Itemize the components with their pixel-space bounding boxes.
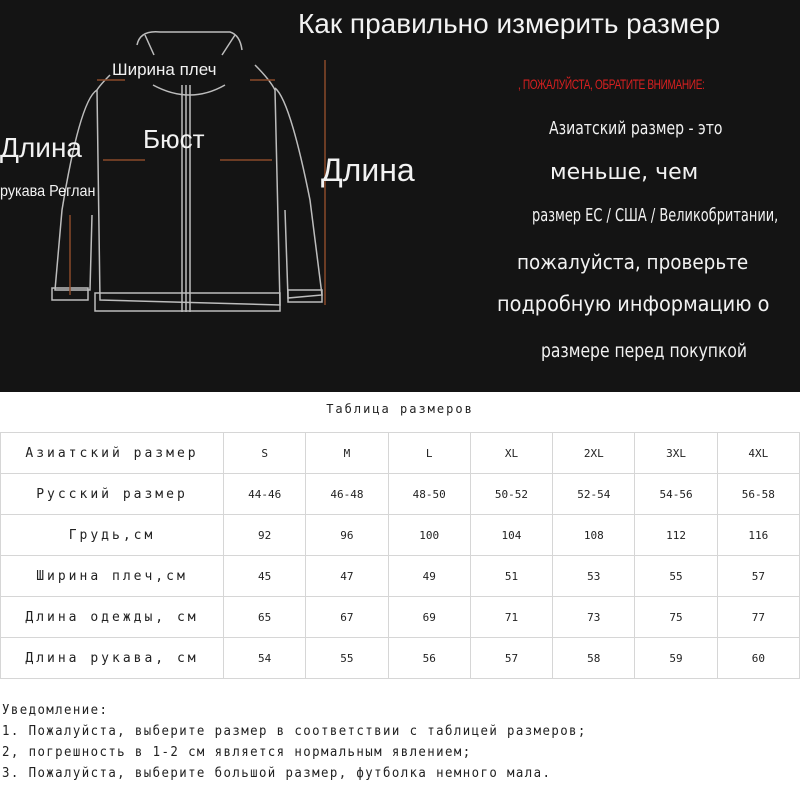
cell-value: 65 <box>258 610 272 624</box>
row-label: Длина одежды, см <box>1 597 224 638</box>
table-cell <box>717 597 799 638</box>
cell-value: 47 <box>340 569 354 583</box>
table-cell <box>717 474 799 515</box>
table-cell <box>717 638 799 679</box>
table-cell <box>470 556 552 597</box>
cell-value: 45 <box>258 569 272 583</box>
table-cell <box>717 515 799 556</box>
table-cell <box>306 515 388 556</box>
cell-value: 112 <box>666 528 686 542</box>
notice-line: размере перед покупкой <box>541 340 748 362</box>
cell-value: M <box>343 446 351 460</box>
shoulder-width-label: Ширина плеч <box>112 60 217 79</box>
cell-value: 53 <box>587 569 601 583</box>
table-cell <box>306 433 388 474</box>
table-cell <box>635 556 717 597</box>
row-label: Грудь,см <box>1 515 224 556</box>
cell-value: 108 <box>583 528 604 542</box>
cell-value: 60 <box>751 651 765 665</box>
row-label: Русский размер <box>1 474 224 515</box>
row-label: Длина рукава, см <box>1 638 224 679</box>
table-cell <box>224 638 306 679</box>
notice-line: меньше, чем <box>550 160 699 185</box>
body-length-label: Длина <box>321 152 415 188</box>
row-label: Азиатский размер <box>1 433 224 474</box>
table-cell <box>388 556 470 597</box>
table-cell <box>388 474 470 515</box>
cell-value: 52-54 <box>577 487 611 501</box>
table-cell <box>388 433 470 474</box>
attention-warning: , ПОЖАЛУЙСТА, ОБРАТИТЕ ВНИМАНИЕ: <box>518 76 705 92</box>
cell-value: 4XL <box>748 446 769 460</box>
notice-line: подробную информацию о <box>497 292 770 316</box>
cell-value: 54-56 <box>659 487 693 501</box>
table-cell <box>306 474 388 515</box>
raglan-sleeve-label: рукава Реглан <box>0 183 96 200</box>
cell-value: 49 <box>422 569 436 583</box>
cell-value: XL <box>504 446 519 460</box>
cell-value: 55 <box>669 569 683 583</box>
cell-value: 67 <box>340 610 354 624</box>
table-cell <box>306 638 388 679</box>
size-table-title: Таблица размеров <box>326 402 474 416</box>
cell-value: 100 <box>419 528 440 542</box>
table-row <box>1 474 800 515</box>
cell-value: 92 <box>258 528 272 542</box>
note-item: 3. Пожалуйста, выберите большой размер, футболка немного мала. <box>2 766 552 781</box>
table-cell <box>635 474 717 515</box>
cell-value: 59 <box>669 651 683 665</box>
notice-line: пожалуйста, проверьте <box>517 250 749 274</box>
table-row <box>1 638 800 679</box>
note-item: 1. Пожалуйста, выберите размер в соответствии с таблицей размеров; <box>2 724 587 739</box>
table-cell <box>224 474 306 515</box>
table-cell <box>553 556 635 597</box>
cell-value: 55 <box>340 651 354 665</box>
table-cell <box>388 638 470 679</box>
table-cell <box>553 474 635 515</box>
table-cell <box>224 433 306 474</box>
table-cell <box>470 597 552 638</box>
table-cell <box>224 597 306 638</box>
measurement-guide-banner <box>0 0 800 392</box>
table-cell <box>470 433 552 474</box>
cell-value: 57 <box>751 569 765 583</box>
cell-value: 56 <box>422 651 436 665</box>
table-cell <box>306 597 388 638</box>
table-cell <box>717 433 799 474</box>
cell-value: 46-48 <box>330 487 364 501</box>
table-row <box>1 556 800 597</box>
table-cell <box>717 556 799 597</box>
notice-line: Азиатский размер - это <box>549 118 723 139</box>
cell-value: L <box>425 446 433 460</box>
table-cell <box>388 597 470 638</box>
cell-value: 56-58 <box>741 487 775 501</box>
cell-value: 48-50 <box>412 487 446 501</box>
notes <box>2 700 587 784</box>
cell-value: 116 <box>748 528 769 542</box>
cell-value: 96 <box>340 528 354 542</box>
cell-value: 71 <box>504 610 519 624</box>
notes-heading: Уведомление: <box>2 703 109 718</box>
table-row <box>1 433 800 474</box>
cell-value: 54 <box>258 651 272 665</box>
cell-value: 50-52 <box>494 487 529 501</box>
cell-value: 69 <box>422 610 436 624</box>
table-row <box>1 515 800 556</box>
table-cell <box>470 474 552 515</box>
jacket-outline-illustration <box>0 0 800 392</box>
table-cell <box>553 638 635 679</box>
row-label: Ширина плеч,см <box>1 556 224 597</box>
table-cell <box>388 515 470 556</box>
cell-value: 104 <box>501 528 522 542</box>
guide-title: Как правильно измерить размер <box>298 8 721 39</box>
table-cell <box>470 515 552 556</box>
cell-value: 2XL <box>583 446 604 460</box>
table-cell <box>635 597 717 638</box>
cell-value: 77 <box>751 610 765 624</box>
cell-value: 73 <box>587 610 601 624</box>
table-cell <box>635 433 717 474</box>
note-item: 2, погрешность в 1-2 см является нормальным явлением; <box>2 745 472 760</box>
cell-value: 58 <box>587 651 601 665</box>
cell-value: 3XL <box>666 446 686 460</box>
table-cell <box>553 433 635 474</box>
table-cell <box>224 515 306 556</box>
table-cell <box>635 638 717 679</box>
table-cell <box>470 638 552 679</box>
cell-value: S <box>261 446 268 460</box>
table-row <box>1 597 800 638</box>
cell-value: 51 <box>504 569 519 583</box>
table-cell <box>224 556 306 597</box>
notice-line: размер ЕС / США / Великобритании, <box>532 205 779 226</box>
bust-label: Бюст <box>143 124 205 154</box>
table-cell <box>553 515 635 556</box>
table-cell <box>553 597 635 638</box>
table-cell <box>635 515 717 556</box>
cell-value: 75 <box>669 610 683 624</box>
size-table <box>0 432 800 679</box>
cell-value: 57 <box>504 651 519 665</box>
cell-value: 44-46 <box>248 487 282 501</box>
table-cell <box>306 556 388 597</box>
sleeve-length-label: Длина <box>0 132 82 163</box>
